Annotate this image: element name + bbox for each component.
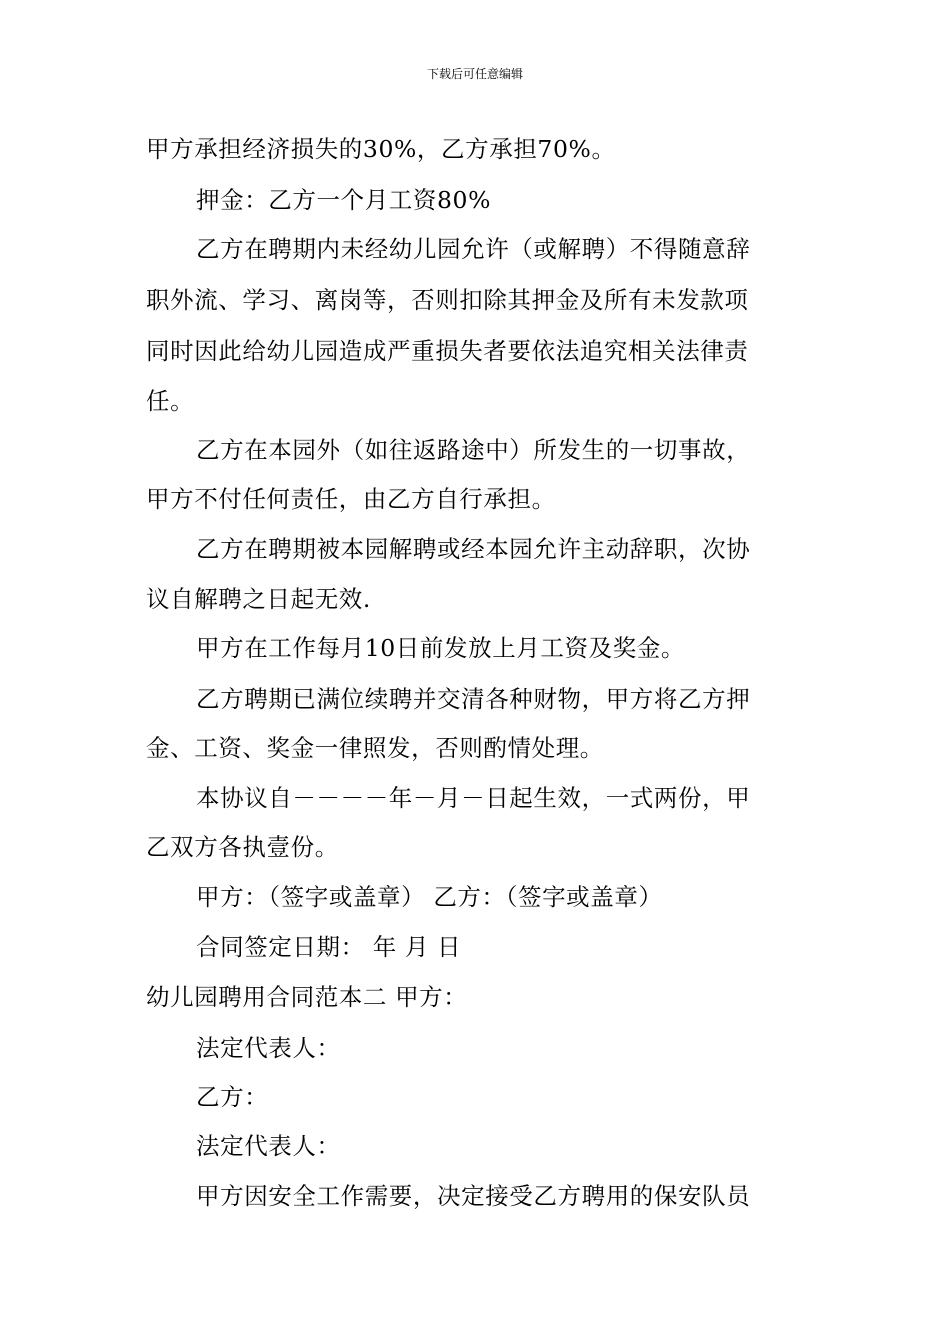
body-line: 法定代表人： xyxy=(196,1132,341,1160)
body-line: 甲方因安全工作需要，决定接受乙方聘用的保安队员 xyxy=(196,1182,751,1210)
body-line: 乙方在本园外（如往返路途中）所发生的一切事故， xyxy=(196,436,751,464)
body-line: 乙方在聘期被本园解聘或经本园允许主动辞职，次协 xyxy=(196,535,751,563)
body-line: 议自解聘之日起无效. xyxy=(146,585,371,613)
body-line: 乙方聘期已满位续聘并交清各种财物，甲方将乙方押 xyxy=(196,685,751,713)
body-line: 法定代表人： xyxy=(196,1034,341,1062)
body-line: 职外流、学习、离岗等，否则扣除其押金及所有未发款项 xyxy=(146,286,749,314)
page-header: 下载后可任意编辑 xyxy=(426,67,523,81)
body-line: 甲方承担经济损失的30%，乙方承担70%。 xyxy=(146,135,616,163)
section-title: 幼儿园聘用合同范本二 甲方： xyxy=(146,983,468,1011)
body-line: 乙双方各执壹份。 xyxy=(146,833,339,861)
body-line: 乙方： xyxy=(196,1083,269,1111)
sign-date-line: 合同签定日期： 年 月 日 xyxy=(196,933,462,961)
body-line: 乙方在聘期内未经幼儿园允许（或解聘）不得随意辞 xyxy=(196,235,751,263)
body-line: 甲方在工作每月10日前发放上月工资及奖金。 xyxy=(196,634,686,662)
body-line: 同时因此给幼儿园造成严重损失者要依法追究相关法律责 xyxy=(146,337,749,365)
signature-line: 甲方：（签字或盖章） 乙方：（签字或盖章） xyxy=(196,883,663,911)
body-line: 甲方不付任何责任，由乙方自行承担。 xyxy=(146,485,556,513)
body-line: 本协议自－－－－年－月－日起生效，一式两份，甲 xyxy=(196,784,751,812)
body-line: 押金：乙方一个月工资80% xyxy=(196,186,492,214)
body-line: 任。 xyxy=(146,387,195,415)
body-line: 金、工资、奖金一律照发，否则酌情处理。 xyxy=(146,734,604,762)
